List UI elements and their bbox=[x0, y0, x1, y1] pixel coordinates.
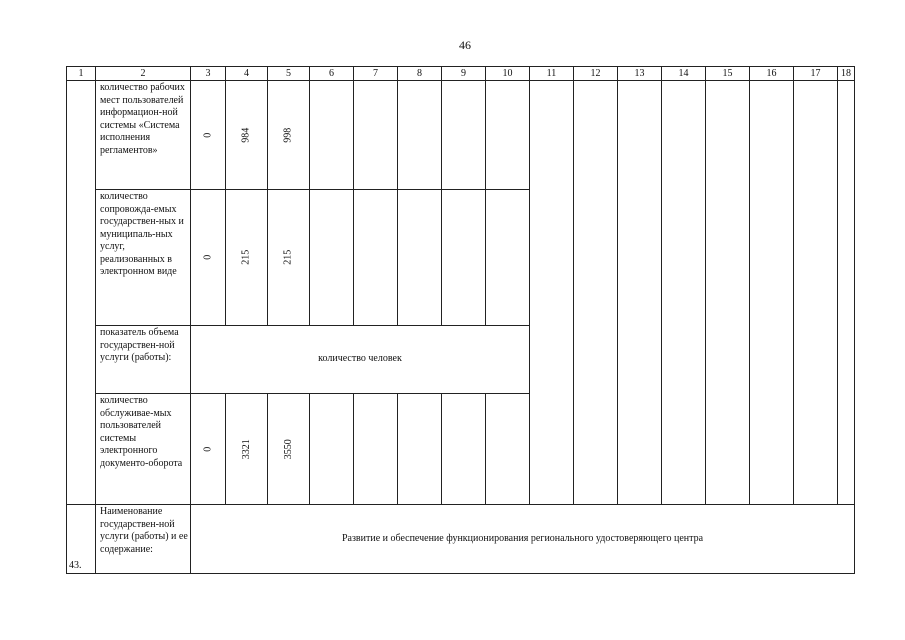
empty-cell bbox=[310, 81, 354, 190]
empty-cell bbox=[442, 190, 486, 326]
unit-cell: количество человек bbox=[191, 326, 530, 394]
empty-cell bbox=[354, 394, 398, 505]
column-header: 5 bbox=[268, 67, 310, 81]
value-text: 0 bbox=[201, 255, 213, 260]
row-label: показатель объема государствен-ной услуги (работы): bbox=[96, 326, 191, 394]
value-text: 0 bbox=[201, 132, 213, 138]
table-row bbox=[67, 505, 855, 574]
column-header: 13 bbox=[618, 67, 662, 81]
column-header: 2 bbox=[96, 67, 191, 81]
value-text: 215 bbox=[282, 250, 294, 265]
value-cell bbox=[268, 394, 310, 505]
column-header: 18 bbox=[838, 67, 855, 81]
column-header: 14 bbox=[662, 67, 706, 81]
empty-cell bbox=[706, 81, 750, 505]
empty-cell bbox=[354, 190, 398, 326]
empty-cell bbox=[530, 81, 574, 505]
data-table bbox=[66, 66, 855, 574]
column-header: 8 bbox=[398, 67, 442, 81]
page-number: 46 bbox=[459, 38, 471, 52]
empty-cell bbox=[750, 81, 794, 505]
column-header: 9 bbox=[442, 67, 486, 81]
empty-cell bbox=[442, 81, 486, 190]
column-header: 11 bbox=[530, 67, 574, 81]
empty-cell bbox=[574, 81, 618, 505]
empty-cell bbox=[398, 81, 442, 190]
value-cell bbox=[268, 190, 310, 326]
row-label: количество обслуживае-мых пользователей системы электронного документо-оборота bbox=[96, 394, 191, 505]
table-row bbox=[67, 81, 855, 190]
empty-cell bbox=[442, 394, 486, 505]
empty-cell bbox=[310, 394, 354, 505]
column-header: 4 bbox=[226, 67, 268, 81]
column-header: 1 bbox=[67, 67, 96, 81]
row-label: количество сопровожда-емых государствен-ных и муниципаль-ных услуг, реализованных в электронном виде bbox=[96, 190, 191, 326]
empty-cell bbox=[486, 190, 530, 326]
value-text: 3550 bbox=[282, 439, 294, 459]
value-text: 0 bbox=[201, 446, 213, 452]
empty-cell bbox=[662, 81, 706, 505]
row-label: Наименование государствен-ной услуги (работы) и ее содержание: bbox=[96, 505, 191, 574]
empty-cell bbox=[398, 190, 442, 326]
column-header: 3 bbox=[191, 67, 226, 81]
column-header: 7 bbox=[354, 67, 398, 81]
column-header: 17 bbox=[794, 67, 838, 81]
value-text: 215 bbox=[240, 250, 252, 265]
value-cell bbox=[191, 394, 226, 505]
row-number-cell: 43. bbox=[67, 505, 96, 574]
empty-cell bbox=[794, 81, 838, 505]
row-number-cell bbox=[67, 81, 96, 505]
empty-cell bbox=[838, 81, 855, 505]
column-header: 12 bbox=[574, 67, 618, 81]
value-cell bbox=[226, 394, 268, 505]
value-cell bbox=[268, 81, 310, 190]
row-label: количество рабочих мест пользователей информацион-ной системы «Система исполнения регламентов» bbox=[96, 81, 191, 190]
empty-cell bbox=[618, 81, 662, 505]
value-cell bbox=[191, 81, 226, 190]
column-header: 15 bbox=[706, 67, 750, 81]
value-text: 984 bbox=[240, 127, 252, 143]
empty-cell bbox=[354, 81, 398, 190]
column-header: 16 bbox=[750, 67, 794, 81]
empty-cell bbox=[310, 190, 354, 326]
empty-cell bbox=[486, 394, 530, 505]
header-row bbox=[67, 67, 855, 81]
column-header: 6 bbox=[310, 67, 354, 81]
empty-cell bbox=[486, 81, 530, 190]
value-cell bbox=[226, 81, 268, 190]
value-text: 3321 bbox=[240, 439, 252, 459]
value-cell bbox=[226, 190, 268, 326]
column-header: 10 bbox=[486, 67, 530, 81]
service-name-cell: Развитие и обеспечение функционирования регионального удостоверяющего центра bbox=[191, 505, 855, 574]
value-cell bbox=[191, 190, 226, 326]
value-text: 998 bbox=[282, 127, 294, 143]
empty-cell bbox=[398, 394, 442, 505]
